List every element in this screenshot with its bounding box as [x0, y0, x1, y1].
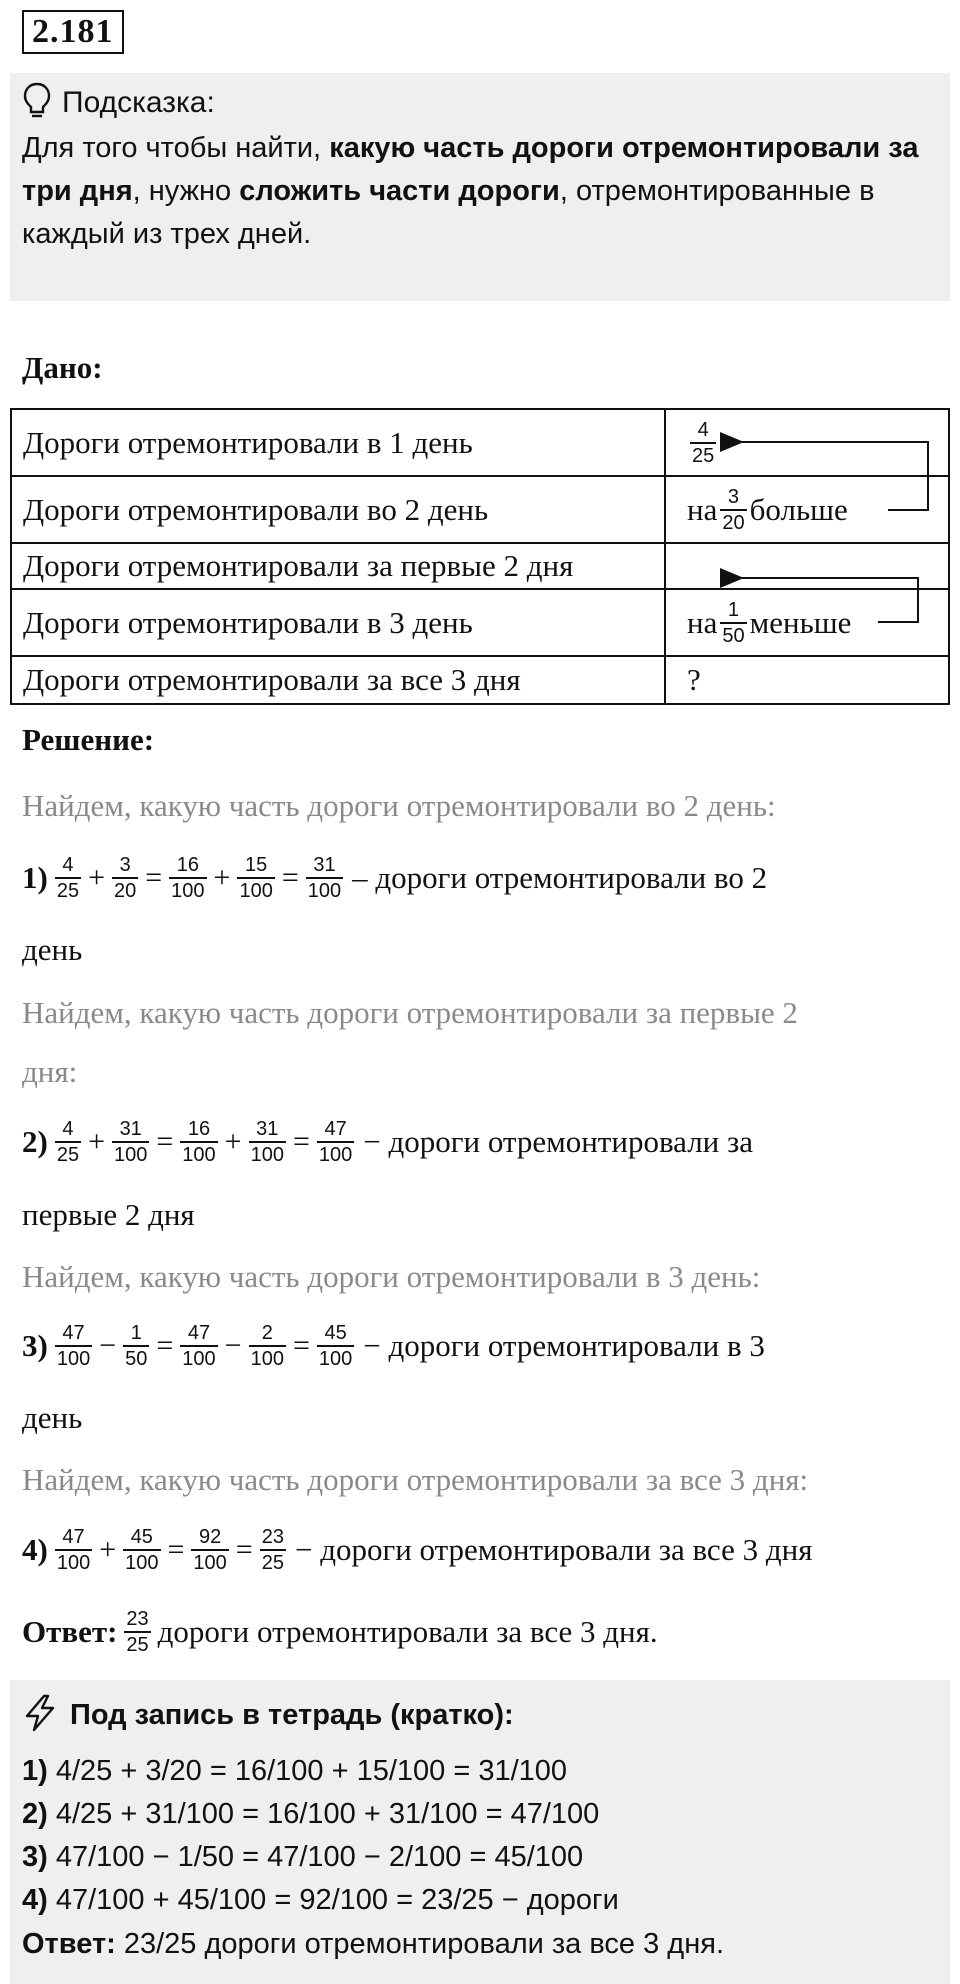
fraction-denominator: 50: [123, 1345, 149, 1369]
fraction-denominator: 100: [249, 1345, 286, 1369]
fraction-denominator: 25: [55, 877, 81, 901]
fraction-denominator: 20: [720, 509, 746, 533]
step-number: 1): [22, 860, 48, 895]
fraction-numerator: 47: [187, 1322, 211, 1344]
fraction: [55, 1119, 81, 1165]
note-number: 1): [22, 1755, 48, 1787]
given-row-label: Дороги отремонтировали за все 3 дня: [23, 662, 521, 697]
task-number: 2.181: [22, 10, 124, 54]
fraction: [249, 1119, 286, 1165]
fraction-denominator: 100: [249, 1141, 286, 1165]
note-line: [22, 1884, 619, 1917]
fraction-numerator: 31: [119, 1118, 142, 1140]
fraction: [55, 855, 81, 901]
step-intro: Найдем, какую часть дороги отремонтировали во 2 день:: [22, 788, 776, 823]
solution-label: Решение:: [22, 722, 155, 757]
note-text: 4/25 + 31/100 = 16/100 + 31/100 = 47/100: [47, 1798, 600, 1830]
fraction: [55, 1527, 92, 1573]
fraction-denominator: 100: [191, 1549, 228, 1573]
step-equation: [22, 848, 767, 908]
step-number: 2): [22, 1124, 48, 1159]
fraction-numerator: 1: [727, 598, 740, 621]
operator: −: [99, 1329, 117, 1362]
step-intro: Найдем, какую часть дороги отремонтировали за все 3 дня:: [22, 1462, 809, 1497]
hint-title: Подсказка:: [62, 86, 215, 119]
fraction-denominator: 100: [55, 1549, 92, 1573]
given-row-label: Дороги отремонтировали за первые 2 дня: [23, 548, 574, 583]
answer-text: дороги отремонтировали за все 3 дня.: [157, 1614, 658, 1649]
fraction-denominator: 100: [180, 1141, 217, 1165]
step-text: – дороги отремонтировали во 2: [352, 860, 768, 895]
fraction-numerator: 31: [256, 1118, 279, 1140]
fraction-numerator: 2: [261, 1322, 273, 1344]
fraction: [249, 1323, 286, 1369]
step-text-continued: день: [22, 932, 83, 967]
operator: =: [292, 1125, 310, 1158]
fraction: [112, 1119, 149, 1165]
given-row-label: Дороги отремонтировали в 3 день: [23, 604, 473, 640]
operator: =: [156, 1329, 174, 1362]
fraction-denominator: 100: [123, 1549, 160, 1573]
step-intro: Найдем, какую часть дороги отремонтировали в 3 день:: [22, 1259, 761, 1294]
fraction-denominator: 100: [317, 1345, 354, 1369]
step-text-continued: день: [22, 1400, 83, 1435]
note-text: 23/25 дороги отремонтировали за все 3 дня.: [115, 1928, 725, 1960]
fraction-numerator: 4: [697, 418, 709, 441]
fraction-numerator: 15: [245, 854, 268, 876]
hint-text-bold1: какую часть дороги отремонтировали за три дня: [22, 132, 919, 207]
fraction-numerator: 1: [130, 1322, 142, 1344]
fraction-denominator: 25: [55, 1141, 81, 1165]
fraction: [317, 1323, 354, 1369]
fraction: [306, 855, 343, 901]
fraction-numerator: 4: [62, 1118, 74, 1140]
fraction: [123, 1323, 149, 1369]
fraction-numerator: 47: [324, 1118, 347, 1140]
value-suffix: меньше: [749, 604, 852, 640]
note-text: 47/100 + 45/100 = 92/100 = 23/25 − дороги: [47, 1884, 619, 1916]
notes-title: Под запись в тетрадь (кратко):: [70, 1698, 514, 1731]
fraction-numerator: 23: [261, 1526, 284, 1548]
lightning-icon: [22, 1694, 58, 1737]
fraction-denominator: 100: [55, 1345, 92, 1369]
operator: +: [99, 1533, 117, 1566]
step-text: − дороги отремонтировали за: [363, 1124, 754, 1159]
answer-label: Ответ:: [22, 1614, 118, 1649]
value-prefix: на: [687, 604, 718, 640]
fraction-numerator: 16: [187, 1118, 211, 1140]
fraction-numerator: 45: [324, 1322, 347, 1344]
fraction-numerator: 23: [126, 1608, 149, 1630]
fraction-numerator: 3: [119, 854, 131, 876]
step-text: − дороги отремонтировали за все 3 дня: [294, 1532, 813, 1567]
note-number: Ответ:: [22, 1928, 116, 1960]
operator: −: [224, 1329, 242, 1362]
step-intro: Найдем, какую часть дороги отремонтировали за первые 2: [22, 995, 798, 1030]
hint-text-part3: , отремонтированные в каждый из трех дней.: [22, 175, 875, 250]
fraction-numerator: 31: [313, 854, 336, 876]
fraction-denominator: 100: [317, 1141, 354, 1165]
fraction-numerator: 45: [130, 1526, 153, 1548]
given-row-value: ?: [687, 662, 701, 697]
arrow-row2-to-row1: [742, 442, 928, 510]
value-prefix: на: [687, 491, 718, 527]
operator: +: [88, 861, 105, 894]
note-text: 47/100 − 1/50 = 47/100 − 2/100 = 45/100: [47, 1841, 584, 1873]
value-suffix: больше: [749, 491, 848, 527]
note-line: [22, 1798, 599, 1831]
operator: +: [88, 1125, 105, 1158]
operator: =: [145, 861, 163, 894]
fraction-denominator: 25: [124, 1631, 150, 1655]
hint-text-part2: , нужно: [132, 175, 240, 207]
operator: =: [156, 1125, 174, 1158]
reference-arrows: [0, 0, 960, 720]
fraction-denominator: 100: [169, 877, 206, 901]
fraction-numerator: 3: [727, 485, 740, 508]
fraction-denominator: 25: [260, 1549, 286, 1573]
answer-line: [22, 1602, 658, 1662]
operator: =: [292, 1329, 310, 1362]
fraction: [191, 1527, 228, 1573]
fraction: [317, 1119, 354, 1165]
given-label: Дано:: [22, 350, 103, 385]
fraction-denominator: 25: [690, 442, 716, 466]
given-row-label: Дороги отремонтировали во 2 день: [23, 491, 489, 527]
fraction: [123, 1527, 160, 1573]
step-number: 3): [22, 1328, 48, 1363]
fraction: [124, 1609, 150, 1655]
fraction-numerator: 92: [198, 1526, 222, 1548]
given-row-label: Дороги отремонтировали в 1 день: [23, 424, 473, 460]
step-equation: [22, 1112, 753, 1172]
note-line: [22, 1841, 583, 1874]
fraction-denominator: 100: [112, 1141, 149, 1165]
fraction-denominator: 100: [180, 1345, 217, 1369]
fraction: [237, 855, 274, 901]
notes-box: [10, 1680, 950, 1984]
fraction-numerator: 16: [176, 854, 199, 876]
fraction-numerator: 47: [62, 1322, 85, 1344]
fraction: [169, 855, 206, 901]
note-line: [22, 1755, 567, 1788]
fraction: [260, 1527, 286, 1573]
step-number: 4): [22, 1532, 48, 1567]
fraction: [112, 855, 138, 901]
fraction-numerator: 47: [62, 1526, 85, 1548]
hint-text-part1: Для того чтобы найти,: [22, 132, 330, 164]
note-number: 3): [22, 1841, 48, 1873]
note-text: 4/25 + 3/20 = 16/100 + 15/100 = 31/100: [47, 1755, 568, 1787]
step-text-continued: первые 2 дня: [22, 1197, 195, 1232]
fraction: [55, 1323, 92, 1369]
fraction-denominator: 100: [306, 877, 343, 901]
fraction-numerator: 4: [62, 854, 74, 876]
step-intro-continued: дня:: [22, 1054, 78, 1089]
operator: +: [213, 861, 231, 894]
fraction-denominator: 50: [720, 622, 746, 646]
step-text: − дороги отремонтировали в 3: [363, 1328, 765, 1363]
note-number: 2): [22, 1798, 48, 1830]
operator: =: [281, 861, 299, 894]
note-number: 4): [22, 1884, 48, 1916]
operator: =: [167, 1533, 185, 1566]
operator: +: [224, 1125, 242, 1158]
operator: =: [235, 1533, 253, 1566]
step-equation: [22, 1520, 812, 1580]
hint-text-bold2: сложить части дороги: [239, 175, 560, 207]
fraction-denominator: 100: [237, 877, 274, 901]
notes-header: [22, 1690, 514, 1740]
fraction: [180, 1323, 217, 1369]
arrow-row4-to-row3: [742, 578, 918, 622]
fraction: [180, 1119, 217, 1165]
fraction-denominator: 20: [112, 877, 138, 901]
note-line: [22, 1928, 724, 1961]
step-equation: [22, 1316, 765, 1376]
